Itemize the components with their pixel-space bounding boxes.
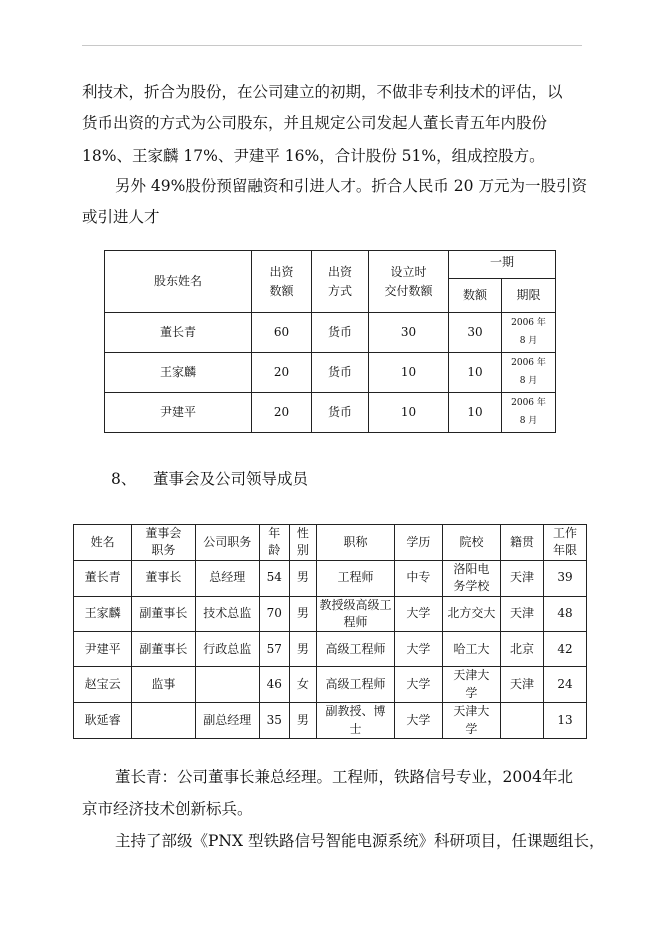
header-method: 出资 方式 [312,251,369,313]
header-title: 职称 [317,525,395,561]
cell-title: 高级工程师 [317,632,395,667]
cell-age: 57 [259,632,289,667]
cell-school: 哈工大 [442,632,500,667]
bio-line: 京市经济技术创新标兵。 [82,800,253,818]
cell-name: 王家麟 [74,596,132,632]
cell-title: 教授级高级工程师 [317,596,395,632]
header-name: 姓名 [74,525,132,561]
table-row [74,596,587,632]
cell-board-position: 副董事长 [132,596,195,632]
cell-hometown: 天津 [501,596,544,632]
cell-hometown: 天津 [501,560,544,596]
table-header-row [74,525,587,561]
cell-company-position: 副总经理 [195,703,259,739]
cell-amount: 60 [252,313,312,353]
cell-company-position: 技术总监 [195,596,259,632]
cell-name: 董长青 [105,313,252,353]
header-board-position: 董事会职务 [132,525,195,561]
header-age: 年龄 [259,525,289,561]
cell-board-position: 董事长 [132,560,195,596]
header-phase-deadline: 期限 [502,279,556,313]
table-header-row [105,251,556,279]
cell-title: 副教授、博士 [317,703,395,739]
paragraph-line: 或引进人才 [82,208,160,226]
header-phase: 一期 [449,251,556,279]
paragraph-line: 利技术，折合为股份，在公司建立的初期，不做非专利技术的评估，以 [82,83,563,101]
cell-age: 70 [259,596,289,632]
cell-deadline: 2006 年 8 月 [502,393,556,433]
table-row [74,560,587,596]
cell-education: 大学 [394,667,442,703]
cell-amount: 20 [252,353,312,393]
cell-method: 货币 [312,353,369,393]
cell-age: 54 [259,560,289,596]
cell-education: 大学 [394,632,442,667]
cell-amount: 20 [252,393,312,433]
cell-education: 大学 [394,703,442,739]
cell-company-position: 总经理 [195,560,259,596]
header-paid: 设立时 交付数额 [369,251,449,313]
section-title: 董事会及公司领导成员 [153,470,309,488]
cell-years: 39 [543,560,586,596]
header-school: 院校 [442,525,500,561]
cell-gender: 男 [289,596,317,632]
cell-education: 大学 [394,596,442,632]
cell-hometown: 北京 [501,632,544,667]
header-gender: 性别 [289,525,317,561]
header-years: 工作年限 [543,525,586,561]
table-row [105,313,556,353]
cell-deadline: 2006 年 8 月 [502,353,556,393]
cell-name: 董长青 [74,560,132,596]
table-row [105,353,556,393]
cell-board-position: 监事 [132,667,195,703]
cell-school: 天津大学 [442,703,500,739]
cell-paid: 10 [369,353,449,393]
cell-title: 工程师 [317,560,395,596]
cell-years: 42 [543,632,586,667]
cell-method: 货币 [312,313,369,353]
table-row [74,667,587,703]
table-row [105,393,556,433]
header-phase-amount: 数额 [449,279,502,313]
table-row [74,703,587,739]
cell-board-position: 副董事长 [132,632,195,667]
cell-name: 王家麟 [105,353,252,393]
header-hometown: 籍贯 [501,525,544,561]
cell-phase-amount: 10 [449,353,502,393]
bio-line: 主持了部级《PNX 型铁路信号智能电源系统》科研项目，任课题组长， [115,832,605,850]
cell-gender: 男 [289,632,317,667]
cell-board-position [132,703,195,739]
header-amount: 出资 数额 [252,251,312,313]
cell-company-position [195,667,259,703]
cell-gender: 女 [289,667,317,703]
cell-company-position: 行政总监 [195,632,259,667]
cell-hometown [501,703,544,739]
cell-name: 耿延睿 [74,703,132,739]
cell-paid: 30 [369,313,449,353]
shareholder-table [104,250,556,433]
bio-line: 董长青：公司董事长兼总经理。工程师，铁路信号专业，2004年北 [115,768,573,786]
board-table [73,524,587,739]
cell-gender: 男 [289,560,317,596]
cell-deadline: 2006 年 8 月 [502,313,556,353]
cell-name: 尹建平 [105,393,252,433]
cell-paid: 10 [369,393,449,433]
cell-title: 高级工程师 [317,667,395,703]
cell-school: 洛阳电务学校 [442,560,500,596]
table-row [74,632,587,667]
cell-school: 北方交大 [442,596,500,632]
paragraph-line: 18%、王家麟 17%、尹建平 16%，合计股份 51%，组成控股方。 [82,147,545,165]
cell-name: 尹建平 [74,632,132,667]
cell-years: 24 [543,667,586,703]
cell-age: 46 [259,667,289,703]
paragraph-line: 货币出资的方式为公司股东，并且规定公司发起人董长青五年内股份 [82,114,548,132]
cell-method: 货币 [312,393,369,433]
header-education: 学历 [394,525,442,561]
cell-years: 48 [543,596,586,632]
cell-phase-amount: 30 [449,313,502,353]
paragraph-line: 另外 49%股份预留融资和引进人才。折合人民币 20 万元为一股引资 [115,177,587,195]
header-name: 股东姓名 [105,251,252,313]
cell-education: 中专 [394,560,442,596]
cell-phase-amount: 10 [449,393,502,433]
cell-name: 赵宝云 [74,667,132,703]
cell-age: 35 [259,703,289,739]
cell-school: 天津大学 [442,667,500,703]
section-number: 8、 [111,470,137,488]
cell-years: 13 [543,703,586,739]
header-company-position: 公司职务 [195,525,259,561]
cell-gender: 男 [289,703,317,739]
cell-hometown: 天津 [501,667,544,703]
header-rule [82,45,582,46]
